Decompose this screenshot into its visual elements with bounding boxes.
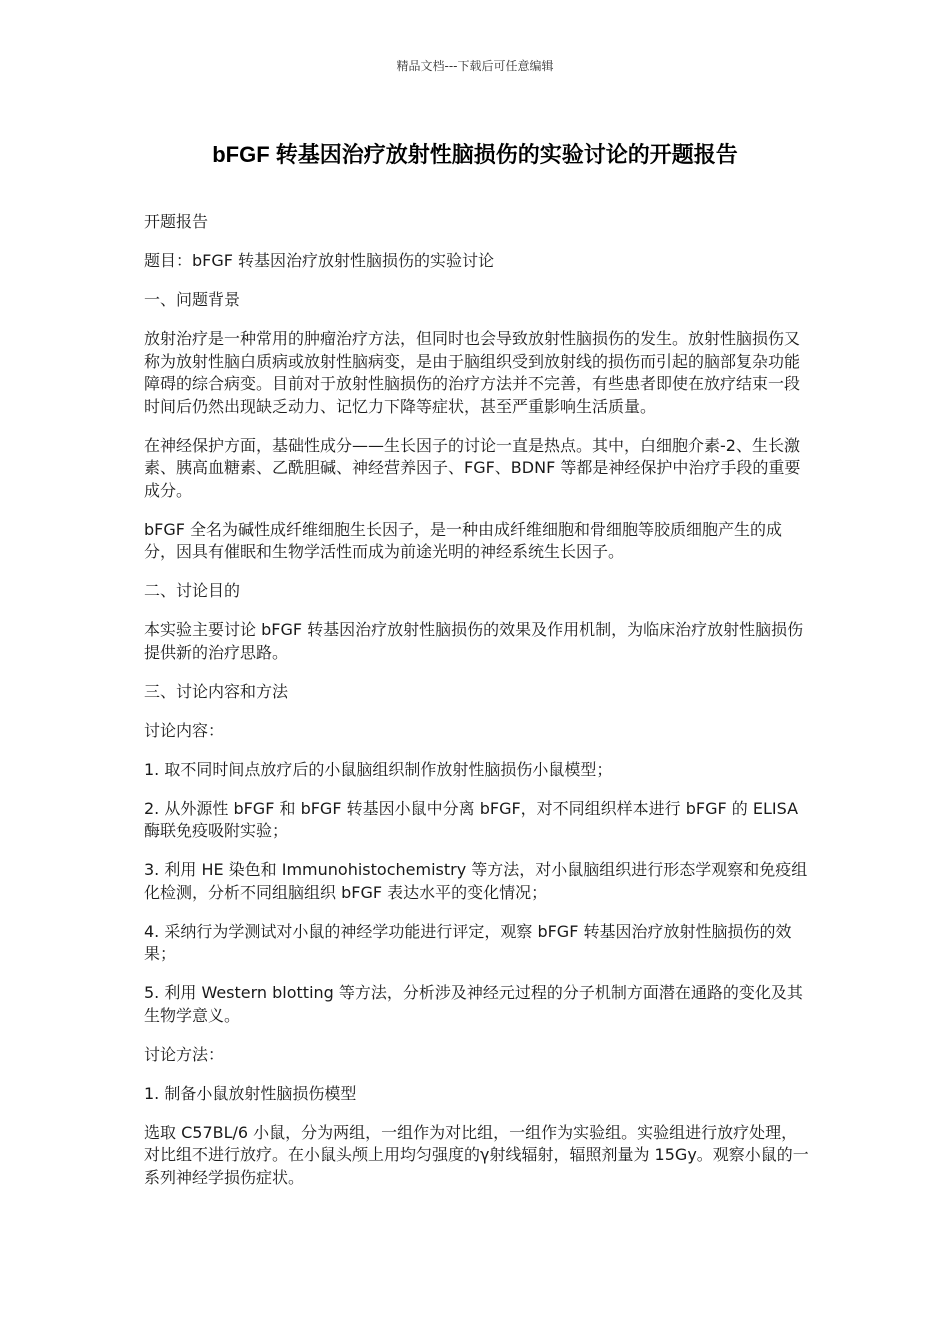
content-item-5: 5. 利用 Western blotting 等方法，分析涉及神经元过程的分子机制方面潜在通路的变化及其生物学意义。 bbox=[144, 983, 803, 1025]
content-item-3: 3. 利用 HE 染色和 Immunohistochemistry 等方法，对小鼠脑组织进行形态学观察和免疫组化检测，分析不同组脑组织 bFGF 表达水平的变化情况； bbox=[144, 860, 808, 902]
paragraph-background-1: 放射治疗是一种常用的肿瘤治疗方法，但同时也会导致放射性脑损伤的发生。放射性脑损伤又称为放射性脑白质病或放射性脑病变，是由于脑组织受到放射线的损伤而引起的脑部复杂功能障碍的综合病变。目前对于放射性脑损伤的治疗方法并不完善，有些患者即使在放疗结束一段时间后仍然出现缺乏动力、记忆力下降等症状，甚至严重影响生活质量。 bbox=[144, 329, 801, 416]
content-item-1: 1. 取不同时间点放疗后的小鼠脑组织制作放射性脑损伤小鼠模型； bbox=[144, 759, 613, 779]
section-heading-purpose: 二、讨论目的 bbox=[144, 581, 241, 600]
paragraph-purpose: 本实验主要讨论 bFGF 转基因治疗放射性脑损伤的效果及作用机制，为临床治疗放射性脑损伤提供新的治疗思路。 bbox=[144, 620, 804, 662]
content-item-4: 4. 采纳行为学测试对小鼠的神经学功能进行评定，观察 bFGF 转基因治疗放射性脑损伤的效果； bbox=[144, 921, 792, 963]
section-heading-content-methods: 三、讨论内容和方法 bbox=[144, 681, 289, 701]
page-header-watermark: 精品文档---下载后可任意编辑 bbox=[396, 59, 554, 73]
report-label: 开题报告 bbox=[144, 212, 209, 231]
topic-line: 题目：bFGF 转基因治疗放射性脑损伤的实验讨论 bbox=[144, 251, 495, 270]
paragraph-background-3: bFGF 全名为碱性成纤维细胞生长因子，是一种由成纤维细胞和骨细胞等胶质细胞产生的成分，因具有催眠和生物学活性而成为前途光明的神经系统生长因子。 bbox=[144, 519, 783, 561]
subheading-methods: 讨论方法： bbox=[144, 1044, 225, 1064]
document-body bbox=[144, 211, 809, 1206]
paragraph-background-2: 在神经保护方面，基础性成分——生长因子的讨论一直是热点。其中，白细胞介素-2、生长激素、胰高血糖素、乙酰胆碱、神经营养因子、FGF、BDNF 等都是神经保护中治疗手段的重要成分。 bbox=[144, 435, 801, 500]
subheading-content: 讨论内容： bbox=[144, 720, 225, 740]
document-title: bFGF 转基因治疗放射性脑损伤的实验讨论的开题报告 bbox=[212, 142, 738, 167]
method-item-1-detail: 选取 C57BL/6 小鼠，分为两组，一组作为对比组，一组作为实验组。实验组进行放疗处理，对比组不进行放疗。在小鼠头颅上用均匀强度的γ射线辐射，辐照剂量为 15Gy。观察小鼠的一系列神经学损伤症状。 bbox=[144, 1122, 809, 1187]
method-item-1: 1. 制备小鼠放射性脑损伤模型 bbox=[144, 1083, 357, 1103]
section-heading-background: 一、问题背景 bbox=[144, 290, 241, 309]
content-item-2: 2. 从外源性 bFGF 和 bFGF 转基因小鼠中分离 bFGF，对不同组织样本进行 bFGF 的 ELISA 酶联免疫吸附实验； bbox=[144, 798, 799, 840]
